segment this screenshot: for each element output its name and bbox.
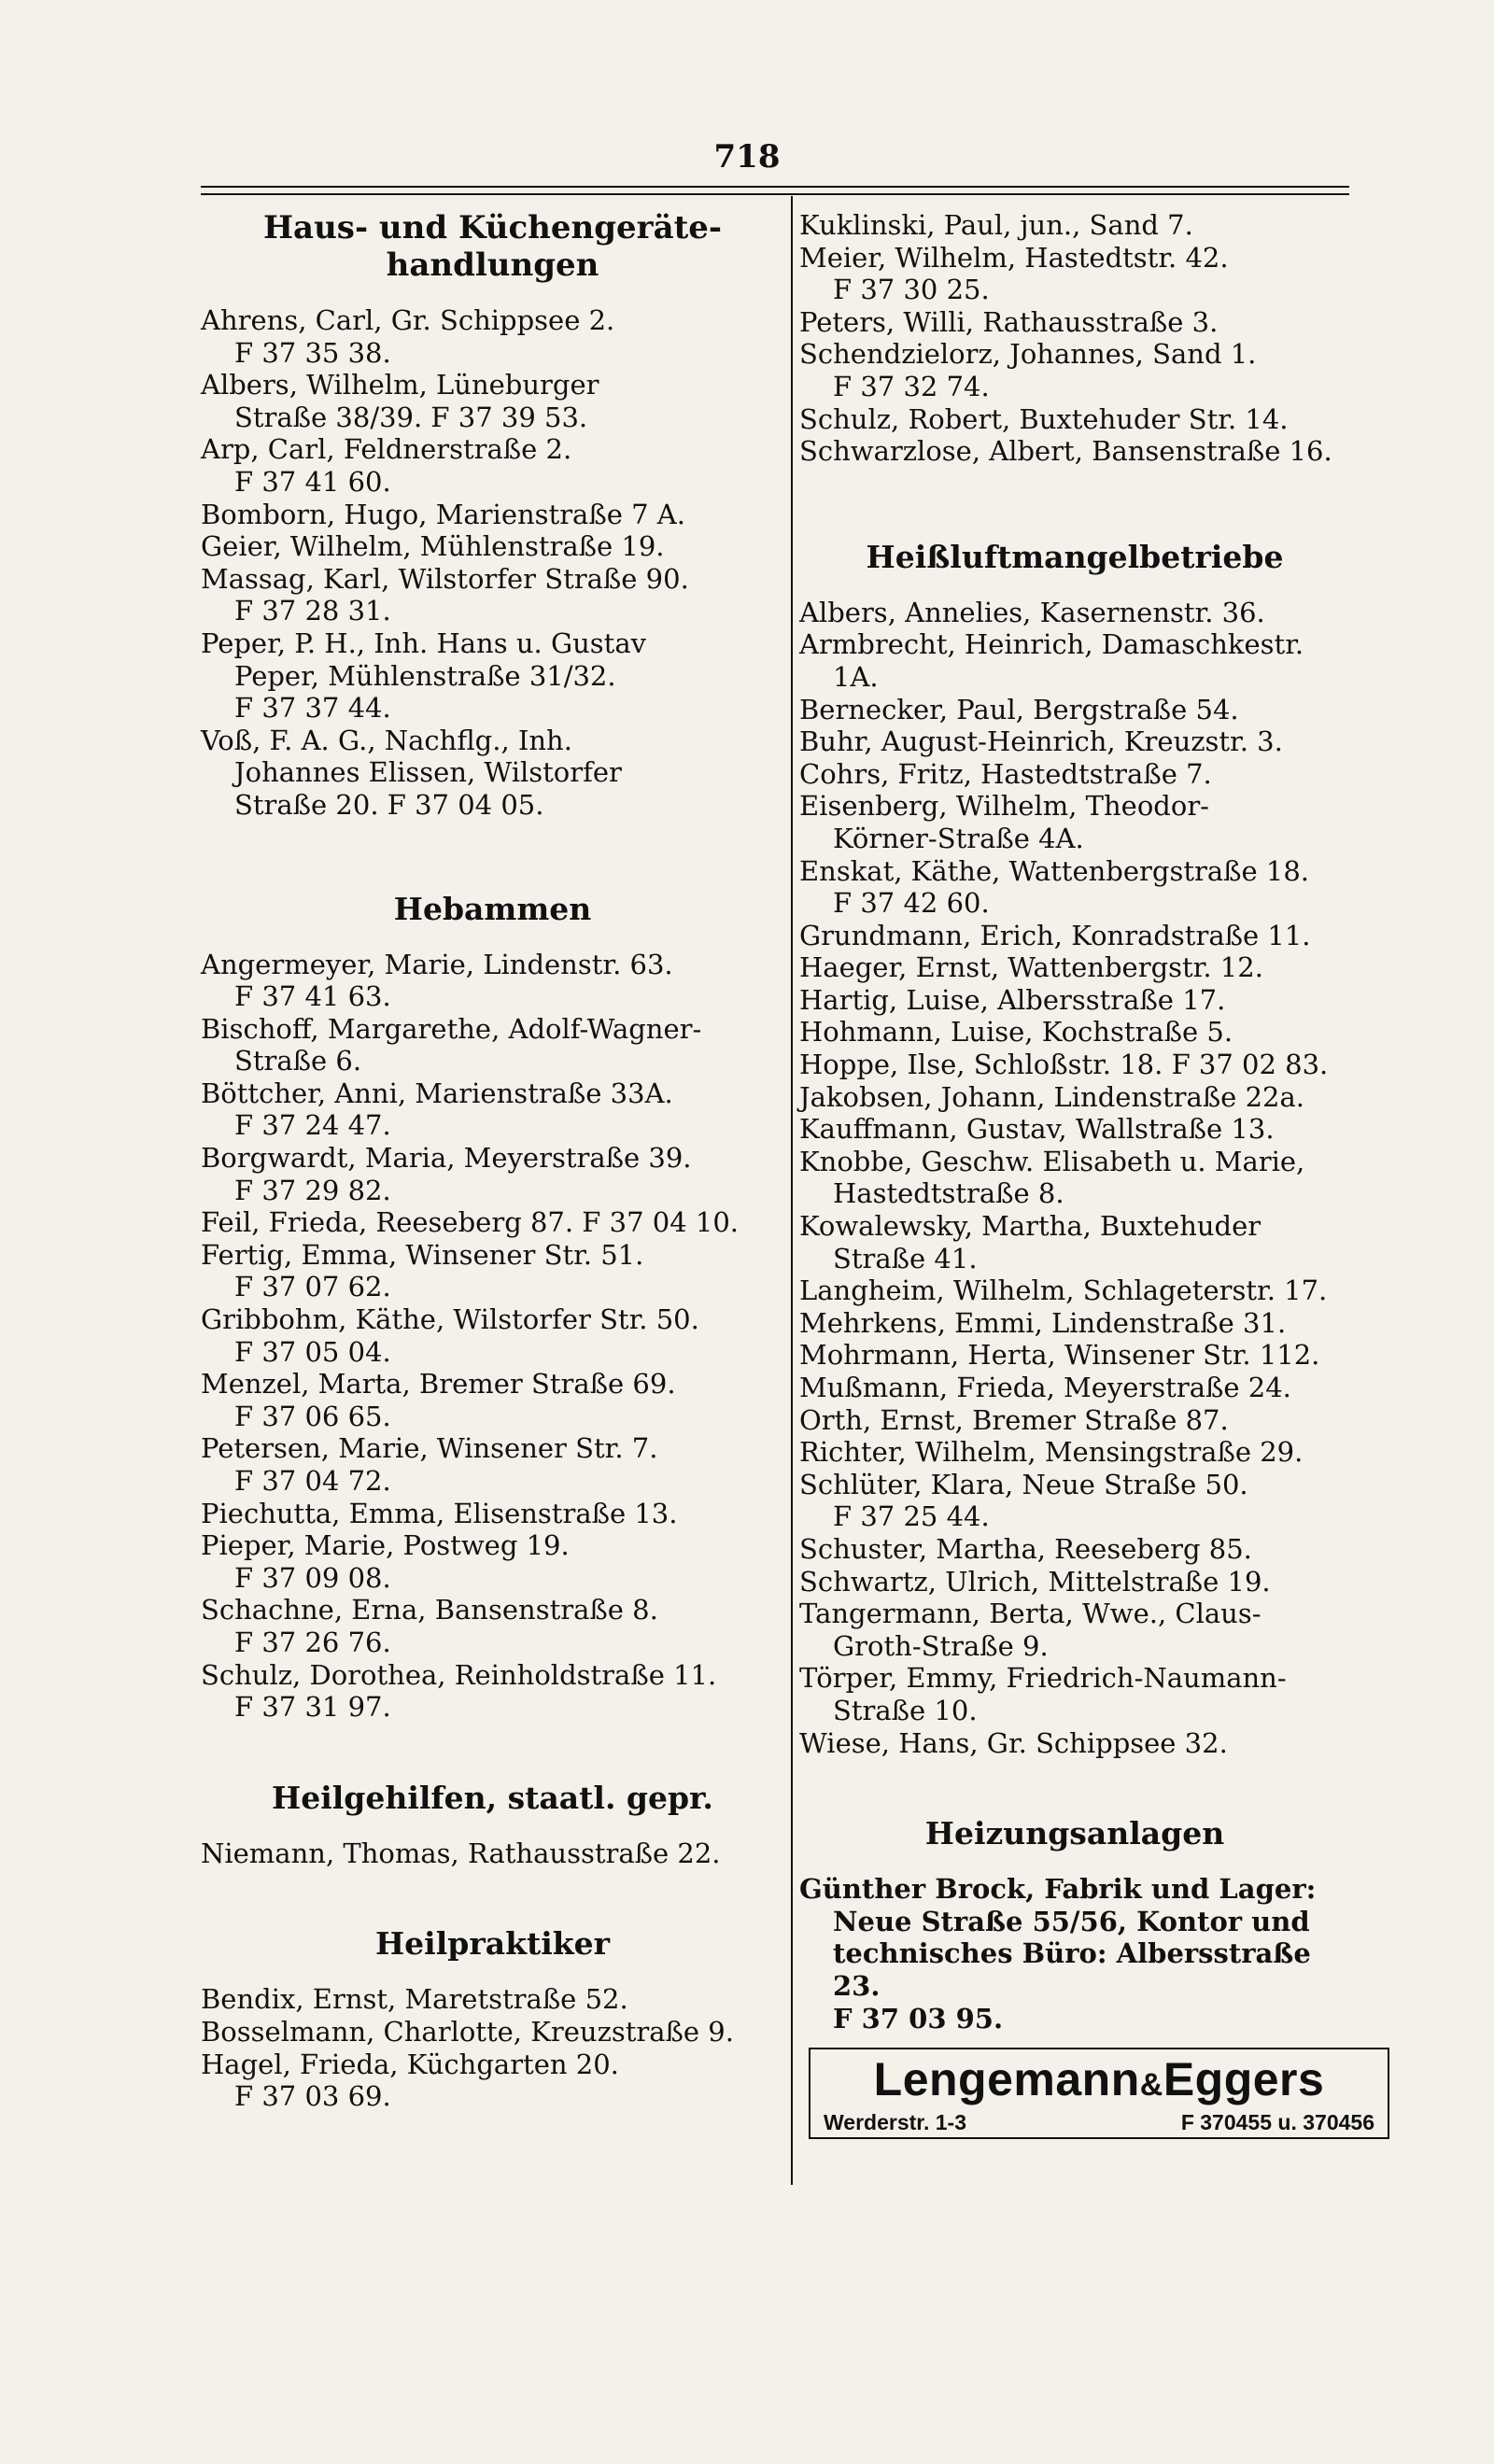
list-item: Piechutta, Emma, Elisenstraße 13. — [201, 1497, 678, 1529]
list-item: Grundmann, Erich, Konradstraße 11. — [799, 919, 1311, 951]
list-item: Hartig, Luise, Albersstraße 17. — [799, 983, 1226, 1016]
list-item: Meier, Wilhelm, Hastedtstr. 42. F 37 30 25. — [799, 241, 1229, 306]
list-item: Voß, F. A. G., Nachflg., Inh. Johannes Elissen, Wilstorfer Straße 20. F 37 04 05. — [201, 724, 622, 821]
entry-list-hebammen — [201, 949, 784, 1724]
list-item: Bosselmann, Charlotte, Kreuzstraße 9. — [201, 2015, 734, 2048]
list-item: Borgwardt, Maria, Meyerstraße 39. F 37 29 82. — [201, 1142, 692, 1206]
list-item: Bernecker, Paul, Bergstraße 54. — [799, 693, 1239, 725]
list-item: Enskat, Käthe, Wattenbergstraße 18. F 37 42 60. — [799, 854, 1310, 920]
list-item: Kauffmann, Gustav, Wallstraße 13. — [799, 1113, 1275, 1146]
list-item: Langheim, Wilhelm, Schlageterstr. 17. — [799, 1274, 1328, 1307]
list-item: Schachne, Erna, Bansenstraße 8. F 37 26 76. — [201, 1594, 658, 1658]
list-item: Menzel, Marta, Bremer Straße 69. F 37 06 65. — [201, 1368, 676, 1432]
advertisement-ampersand: & — [1139, 2067, 1163, 2104]
list-item: Haeger, Ernst, Wattenbergstr. 12. — [799, 951, 1263, 984]
header-rule — [201, 186, 1349, 188]
list-item: Bomborn, Hugo, Marienstraße 7 A. — [201, 498, 685, 530]
list-item: Kowalewsky, Martha, Buxtehuder Straße 41. — [799, 1210, 1261, 1274]
list-item: Albers, Wilhelm, Lüneburger Straße 38/39. F 37 39 53. — [201, 369, 599, 433]
list-item: Mohrmann, Herta, Winsener Str. 112. — [799, 1339, 1320, 1372]
advertisement-address: Werderstr. 1-3 — [824, 2110, 966, 2135]
list-item: Orth, Ernst, Bremer Straße 87. — [799, 1403, 1229, 1436]
list-item: Kuklinski, Paul, jun., Sand 7. — [799, 209, 1193, 241]
advertisement-box — [809, 2048, 1389, 2139]
list-item: Gribbohm, Käthe, Wilstorfer Str. 50. F 37 05 04. — [201, 1303, 699, 1368]
entry-list-heilpraktiker — [201, 1983, 784, 2112]
entry-list-heilgehilfen — [201, 1837, 784, 1870]
list-item: Peters, Willi, Rathausstraße 3. — [799, 305, 1219, 338]
list-item: Eisenberg, Wilhelm, Theodor- Körner-Straße 4A. — [799, 790, 1209, 854]
list-item: Pieper, Marie, Postweg 19. F 37 09 08. — [201, 1529, 570, 1594]
list-item: Massag, Karl, Wilstorfer Straße 90. F 37 28 31. — [201, 562, 689, 627]
list-item: Schuster, Martha, Reeseberg 85. — [799, 1532, 1252, 1565]
advertisement-name-part1: Lengemann — [873, 2053, 1140, 2106]
list-item: Schulz, Dorothea, Reinholdstraße 11. F 37 31 97. — [201, 1658, 717, 1724]
left-column — [201, 209, 784, 2113]
section-heading-heissluftmangelbetriebe: Heißluftmangelbetriebe — [866, 538, 1284, 575]
list-item: Feil, Frieda, Reeseberg 87. F 37 04 10. — [201, 1206, 740, 1239]
advertisement-phone: F 370455 u. 370456 — [1180, 2110, 1374, 2135]
entry-list-heissluftmangelbetriebe — [799, 597, 1350, 1759]
list-item: Niemann, Thomas, Rathausstraße 22. — [201, 1837, 721, 1869]
header-rule-double — [201, 193, 1349, 195]
section-heading-hebammen: Hebammen — [393, 890, 592, 927]
list-item: Wiese, Hans, Gr. Schippsee 32. — [799, 1726, 1228, 1759]
list-item: Ahrens, Carl, Gr. Schippsee 2. F 37 35 38. — [201, 304, 615, 369]
list-item: Angermeyer, Marie, Lindenstr. 63. F 37 41 63. — [201, 948, 673, 1013]
list-item: Arp, Carl, Feldnerstraße 2. F 37 41 60. — [201, 433, 572, 498]
list-item: Fertig, Emma, Winsener Str. 51. F 37 07 62. — [201, 1238, 644, 1303]
list-item: Schwartz, Ulrich, Mittelstraße 19. — [799, 1565, 1271, 1598]
list-item: Günther Brock, Fabrik und Lager: Neue Straße 55/56, Kontor und technisches Büro: Albersstraße 23. F 37 03 95. — [799, 1873, 1317, 2035]
list-item: Hoppe, Ilse, Schloßstr. 18. F 37 02 83. — [799, 1049, 1329, 1081]
list-item: Mußmann, Frieda, Meyerstraße 24. — [799, 1372, 1291, 1403]
section-heading-heilpraktiker: Heilpraktiker — [375, 1925, 610, 1963]
list-item: Petersen, Marie, Winsener Str. 7. F 37 04 72. — [201, 1432, 658, 1497]
list-item: Cohrs, Fritz, Hastedtstraße 7. — [799, 757, 1212, 790]
section-heading-haus-kuechengeraete: Haus- und Küchengeräte- handlungen — [262, 209, 723, 284]
list-item: Schwarzlose, Albert, Bansenstraße 16. — [799, 435, 1332, 468]
list-item: Buhr, August-Heinrich, Kreuzstr. 3. — [799, 725, 1283, 758]
list-item: Armbrecht, Heinrich, Damaschkestr. 1A. — [799, 628, 1304, 693]
list-item: Jakobsen, Johann, Lindenstraße 22a. — [799, 1080, 1304, 1113]
list-item: Hohmann, Luise, Kochstraße 5. — [799, 1016, 1233, 1049]
list-item: Hagel, Frieda, Küchgarten 20. F 37 03 69. — [201, 2048, 619, 2113]
list-item: Albers, Annelies, Kasernenstr. 36. — [799, 596, 1265, 628]
list-item: Schulz, Robert, Buxtehuder Str. 14. — [799, 402, 1289, 435]
right-column — [799, 209, 1374, 2139]
list-item: Schlüter, Klara, Neue Straße 50. F 37 25 44. — [799, 1468, 1248, 1533]
page-number: 718 — [713, 138, 781, 176]
column-divider — [791, 196, 793, 2185]
list-item: Böttcher, Anni, Marienstraße 33A. F 37 24 47. — [201, 1077, 673, 1142]
list-item: Peper, P. H., Inh. Hans u. Gustav Peper, Mühlenstraße 31/32. F 37 37 44. — [201, 627, 646, 725]
list-item: Geier, Wilhelm, Mühlenstraße 19. — [201, 530, 665, 563]
section-heading-heizungsanlagen: Heizungsanlagen — [924, 1815, 1225, 1852]
entry-list-heizungsanlagen — [799, 1873, 1350, 2035]
section-heading-heilgehilfen: Heilgehilfen, staatl. gepr. — [272, 1779, 713, 1816]
advertisement-company-name — [824, 2055, 1374, 2109]
list-item: Richter, Wilhelm, Mensingstraße 29. — [799, 1436, 1304, 1469]
advertisement-name-part2: Eggers — [1163, 2053, 1325, 2106]
entry-list-haus-kuechengeraete — [201, 304, 784, 822]
list-item: Schendzielorz, Johannes, Sand 1. F 37 32 74. — [799, 338, 1257, 402]
list-item: Bischoff, Margarethe, Adolf-Wagner- Straße 6. — [201, 1012, 702, 1077]
list-item: Knobbe, Geschw. Elisabeth u. Marie, Hastedtstraße 8. — [799, 1145, 1305, 1210]
list-item: Törper, Emmy, Friedrich-Naumann- Straße 10. — [799, 1662, 1287, 1726]
list-item: Mehrkens, Emmi, Lindenstraße 31. — [799, 1306, 1287, 1339]
list-item: Tangermann, Berta, Wwe., Claus- Groth-Straße 9. — [799, 1598, 1261, 1662]
entry-list-continued — [799, 209, 1350, 468]
list-item: Bendix, Ernst, Maretstraße 52. — [201, 1983, 628, 2016]
